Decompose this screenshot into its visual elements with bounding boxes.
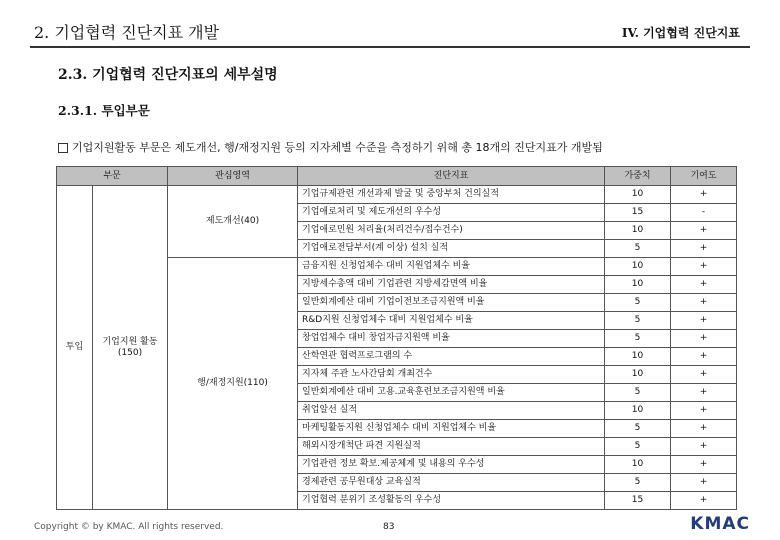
weight-cell: 5: [605, 384, 671, 402]
weight-cell: 15: [605, 492, 671, 510]
contribution-cell: +: [671, 258, 737, 276]
header-contribution: 기여도: [671, 167, 737, 186]
indicator-cell: 기업규제관련 개선과제 발굴 및 중앙부처 건의실적: [298, 186, 605, 204]
subsection-title: 2.3.1. 투입부문: [58, 103, 150, 118]
area-cell-admin-finance: 행/재정지원(110): [168, 258, 298, 510]
bullet-paragraph: [58, 140, 738, 166]
indicator-cell: 기업애로민원 처리율(처리건수/접수건수): [298, 222, 605, 240]
table-row: [57, 186, 737, 204]
indicator-cell: 지자체 주관 노사간담회 개최건수: [298, 366, 605, 384]
contribution-cell: +: [671, 402, 737, 420]
weight-cell: 10: [605, 456, 671, 474]
weight-cell: 5: [605, 330, 671, 348]
indicator-cell: 기업협력 분위기 조성활동의 우수성: [298, 492, 605, 510]
weight-cell: 5: [605, 438, 671, 456]
indicator-cell: 기업관련 정보 확보.제공체계 및 내용의 우수성: [298, 456, 605, 474]
copyright: Copyright © by KMAC. All rights reserved.: [34, 522, 224, 532]
indicator-cell: 일반회계예산 대비 기업이전보조금지원액 비율: [298, 294, 605, 312]
weight-cell: 10: [605, 366, 671, 384]
contribution-cell: +: [671, 312, 737, 330]
indicator-cell: 해외시장개척단 파견 지원실적: [298, 438, 605, 456]
weight-cell: 10: [605, 348, 671, 366]
indicator-cell: 창업업체수 대비 창업자금지원액 비율: [298, 330, 605, 348]
sector-cell: 투입: [57, 186, 93, 510]
contribution-cell: +: [671, 240, 737, 258]
kmac-logo: KMAC: [690, 514, 750, 534]
contribution-cell: +: [671, 294, 737, 312]
table-header-row: [57, 167, 737, 186]
weight-cell: 5: [605, 420, 671, 438]
indicator-cell: 산학연관 협력프로그램의 수: [298, 348, 605, 366]
contribution-cell: +: [671, 348, 737, 366]
weight-cell: 10: [605, 186, 671, 204]
contribution-cell: +: [671, 492, 737, 510]
indicator-cell: 기업애로전담부서(계 이상) 설치 실적: [298, 240, 605, 258]
contribution-cell: +: [671, 330, 737, 348]
header-title: 2. 기업협력 진단지표 개발: [34, 23, 220, 42]
weight-cell: 10: [605, 222, 671, 240]
weight-cell: 10: [605, 258, 671, 276]
contribution-cell: -: [671, 204, 737, 222]
indicator-cell: 일반회계예산 대비 고용.교육훈련보조금지원액 비율: [298, 384, 605, 402]
bullet-text: 기업지원활동 부문은 제도개선, 행/재정지원 등의 지자체별 수준을 측정하기 위해 총 18개의 진단지표가 개발됨: [72, 141, 603, 154]
indicator-table: [56, 166, 737, 510]
header-area: 관심영역: [168, 167, 298, 186]
header-weight: 가중치: [605, 167, 671, 186]
indicator-cell: 지방세수총액 대비 기업관련 지방세감면액 비율: [298, 276, 605, 294]
weight-cell: 5: [605, 474, 671, 492]
contribution-cell: +: [671, 222, 737, 240]
contribution-cell: +: [671, 276, 737, 294]
page-number: 83: [383, 522, 395, 532]
header-chapter: IV. 기업협력 진단지표: [621, 26, 740, 40]
contribution-cell: +: [671, 456, 737, 474]
area-cell-regulatory: 제도개선(40): [168, 186, 298, 258]
sub-sector-cell: 기업지원 활동(150): [93, 186, 168, 510]
contribution-cell: +: [671, 438, 737, 456]
indicator-cell: 마케팅활동지원 신청업체수 대비 지원업체수 비율: [298, 420, 605, 438]
contribution-cell: +: [671, 186, 737, 204]
contribution-cell: +: [671, 384, 737, 402]
weight-cell: 5: [605, 240, 671, 258]
indicator-cell: 금융지원 신청업체수 대비 지원업체수 비율: [298, 258, 605, 276]
header-indicator: 진단지표: [298, 167, 605, 186]
header-sector: 부문: [57, 167, 168, 186]
contribution-cell: +: [671, 366, 737, 384]
weight-cell: 5: [605, 312, 671, 330]
indicator-cell: 경제관련 공무원대상 교육실적: [298, 474, 605, 492]
contribution-cell: +: [671, 474, 737, 492]
weight-cell: 15: [605, 204, 671, 222]
indicator-cell: R&D지원 신청업체수 대비 지원업체수 비율: [298, 312, 605, 330]
indicator-cell: 기업애로처리 및 제도개선의 우수성: [298, 204, 605, 222]
section-title: 2.3. 기업협력 진단지표의 세부설명: [58, 67, 278, 83]
weight-cell: 10: [605, 276, 671, 294]
indicator-cell: 취업알선 실적: [298, 402, 605, 420]
contribution-cell: +: [671, 420, 737, 438]
header-divider: [30, 46, 750, 48]
weight-cell: 5: [605, 294, 671, 312]
checkbox-bullet-icon: [58, 143, 68, 153]
weight-cell: 10: [605, 402, 671, 420]
